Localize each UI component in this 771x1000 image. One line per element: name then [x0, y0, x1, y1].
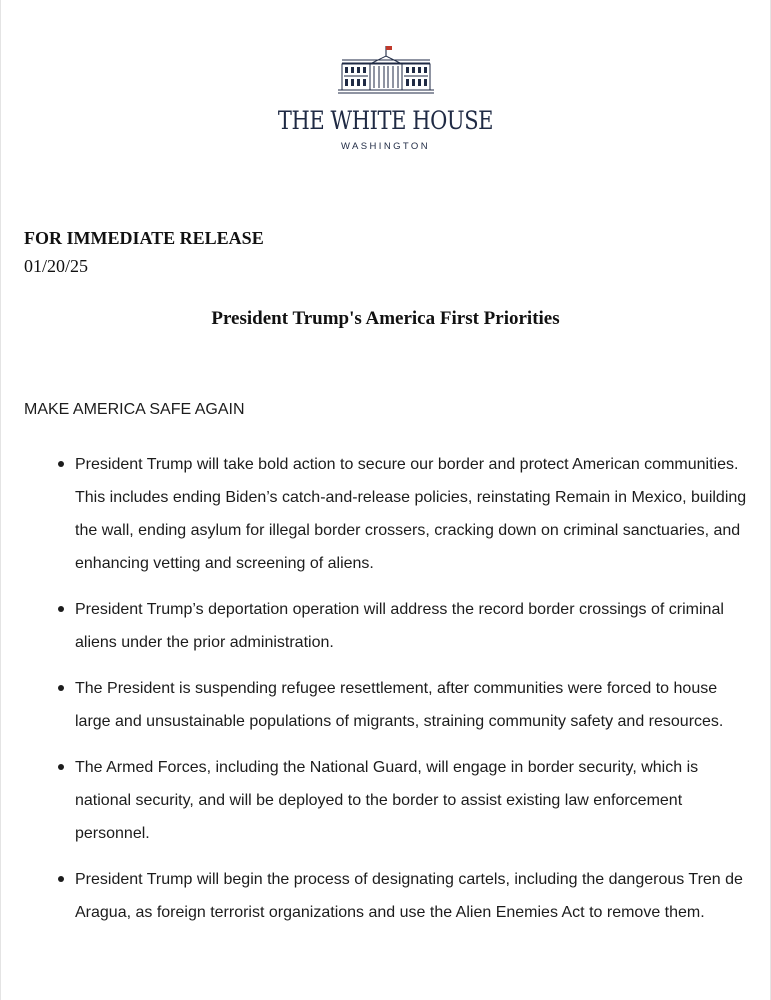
masthead: [0, 44, 771, 152]
document-title: President Trump's America First Priorities: [211, 308, 560, 329]
section-heading: MAKE AMERICA SAFE AGAIN: [24, 401, 245, 418]
release-date: 01/20/25: [24, 256, 89, 276]
bullet-item: President Trump’s deportation operation will address the record border crossings of criminal aliens under the prior administration.: [75, 593, 751, 659]
bullet-item: President Trump will begin the process of designating cartels, including the dangerous Tren de Aragua, as foreign terrorist organizations and use the Alien Enemies Act to remove them.: [75, 863, 751, 929]
masthead-title: THE WHITE HOUSE: [277, 106, 494, 135]
bullet-item: The President is suspending refugee resettlement, after communities were forced to house large and unsustainable populations of migrants, straining community safety and resources.: [75, 672, 751, 738]
bullet-item: The Armed Forces, including the National Guard, will engage in border security, which is national security, and will be deployed to the border to assist existing law enforcement personnel.: [75, 751, 751, 850]
white-house-building-icon: [336, 44, 436, 96]
bullet-list: [75, 448, 751, 942]
masthead-subtitle: WASHINGTON: [341, 141, 430, 152]
release-label: FOR IMMEDIATE RELEASE: [24, 228, 264, 248]
bullet-item: President Trump will take bold action to secure our border and protect American communities. This includes ending Biden’s catch-and-release policies, reinstating Remain in Mexico, building the wall, ending asylum for illegal border crossers, cracking down on criminal sanctuaries, and enhancing vetting and screening of aliens.: [75, 448, 751, 580]
